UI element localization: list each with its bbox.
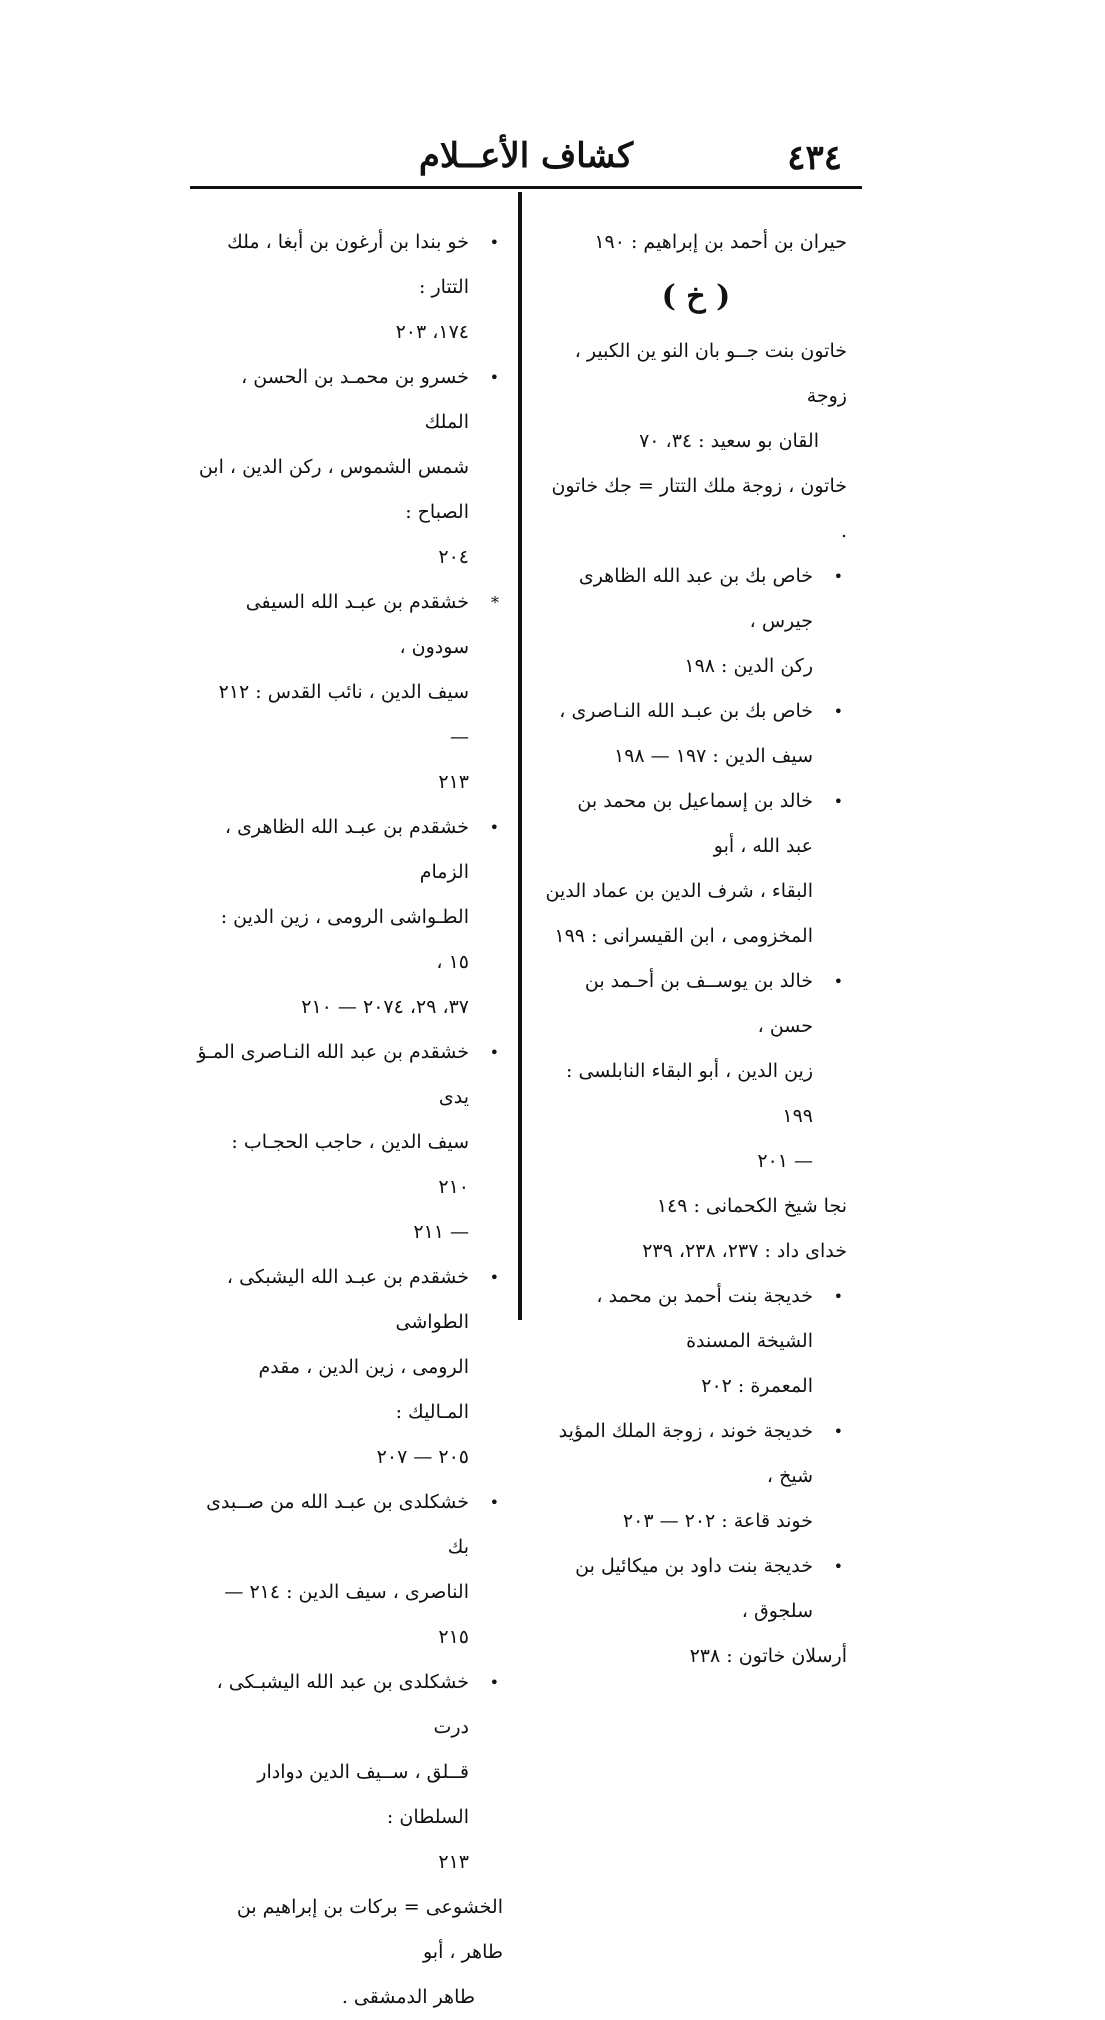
index-line-text: ٣٧، ٢٩، ٢٠٧٤ — ٢١٠ bbox=[301, 996, 469, 1018]
index-line-text: خسرو بن محمـد بن الحسن ، الملك bbox=[241, 366, 469, 433]
index-line-text: ٢١٣ bbox=[438, 771, 469, 793]
index-line bbox=[195, 1570, 503, 1660]
bullet-marker-icon: • bbox=[833, 702, 843, 721]
index-line-text: خاتون ، زوجة ملك التتار = جك خاتون . bbox=[551, 475, 847, 542]
index-line-text: خشكلدى بن عبد الله اليشبـكى ، درت bbox=[216, 1671, 469, 1738]
index-line-text: القان بو سعيد : ٣٤، ٧٠ bbox=[639, 430, 819, 452]
section-heading: ( خ ) bbox=[661, 279, 731, 314]
index-line bbox=[545, 644, 847, 689]
index-line bbox=[195, 1255, 503, 1345]
index-line-text: خشقدم بن عبد الله النـاصرى المـؤ يدى bbox=[197, 1041, 469, 1108]
index-line-text: نجا شيخ الكحمانى : ١٤٩ bbox=[656, 1195, 847, 1217]
index-line bbox=[545, 1499, 847, 1544]
index-line-text: خو بندا بن أرغون بن أبغا ، ملك التتار : bbox=[227, 231, 469, 298]
index-line bbox=[545, 869, 847, 914]
index-line-text: — ٢٠١ bbox=[757, 1150, 813, 1172]
index-line-text: طاهر الدمشقى . bbox=[341, 1986, 475, 2008]
index-line-text: ٢٠٤ bbox=[438, 546, 469, 568]
index-line bbox=[545, 1184, 847, 1229]
index-line bbox=[545, 1364, 847, 1409]
index-line bbox=[545, 419, 847, 464]
index-line-text: قــلق ، ســيف الدين دوادار السلطان : bbox=[257, 1761, 469, 1828]
index-line bbox=[545, 554, 847, 644]
header-rule bbox=[190, 186, 862, 189]
index-line-text: ٢١٣ bbox=[438, 1851, 469, 1873]
bullet-marker-icon: • bbox=[489, 1673, 499, 1692]
index-line bbox=[195, 1840, 503, 1885]
bullet-marker-icon: • bbox=[489, 818, 499, 837]
page-header bbox=[190, 128, 862, 186]
index-line bbox=[545, 1634, 847, 1679]
index-line-text: الخشوعى = بركات بن إبراهيم بن طاهر ، أبو bbox=[236, 1896, 503, 1963]
index-line-text: سيف الدين ، حاجب الحجـاب : ٢١٠ bbox=[231, 1131, 469, 1198]
index-line bbox=[195, 310, 503, 355]
index-line-text: سيف الدين : ١٩٧ — ١٩٨ bbox=[614, 745, 813, 767]
index-line bbox=[545, 329, 847, 419]
column-divider bbox=[518, 192, 522, 1320]
index-line bbox=[195, 355, 503, 445]
index-line-text: — ٢١١ bbox=[413, 1221, 469, 1243]
bullet-marker-icon: • bbox=[489, 1493, 499, 1512]
index-line-text: الناصرى ، سيف الدين : ٢١٤ — ٢١٥ bbox=[224, 1581, 469, 1648]
bullet-marker-icon: • bbox=[833, 567, 843, 586]
index-line-text: المخزومى ، ابن القيسرانى : ١٩٩ bbox=[554, 925, 813, 947]
index-line-text: الرومى ، زين الدين ، مقدم المـاليك : bbox=[258, 1356, 469, 1423]
index-line-text: أرسلان خاتون : ٢٣٨ bbox=[689, 1645, 847, 1667]
bullet-marker-icon: • bbox=[833, 1287, 843, 1306]
bullet-marker-icon: • bbox=[489, 1043, 499, 1062]
bullet-marker-icon: • bbox=[489, 233, 499, 252]
index-line-text: خوند قاعة : ٢٠٢ — ٢٠٣ bbox=[622, 1510, 813, 1532]
index-line bbox=[545, 1139, 847, 1184]
index-line-text: خديجة خوند ، زوجة الملك المؤيد شيخ ، bbox=[558, 1420, 813, 1487]
index-line-text: خشقدم بن عبـد الله الظاهرى ، الزمام bbox=[224, 816, 469, 883]
index-line-text: سيف الدين ، نائب القدس : ٢١٢ — bbox=[218, 681, 469, 748]
index-line-text: ١٧٤، ٢٠٣ bbox=[395, 321, 469, 343]
bullet-marker-icon: • bbox=[833, 972, 843, 991]
index-line bbox=[195, 580, 503, 670]
index-line bbox=[195, 1345, 503, 1435]
index-line bbox=[545, 464, 847, 554]
index-line-text: المعمرة : ٢٠٢ bbox=[701, 1375, 813, 1397]
index-line bbox=[545, 914, 847, 959]
index-line-text: الطـواشى الرومى ، زين الدين : ١٥ ، bbox=[220, 906, 469, 973]
index-line bbox=[545, 1544, 847, 1634]
index-line bbox=[195, 985, 503, 1030]
index-line bbox=[195, 1120, 503, 1210]
right-column bbox=[545, 220, 847, 1679]
index-line-text: خاص بك بن عبد الله الظاهرى جيرس ، bbox=[578, 565, 813, 632]
index-line bbox=[195, 670, 503, 760]
index-line bbox=[545, 1274, 847, 1364]
index-line-text: حيران بن أحمد بن إبراهيم : ١٩٠ bbox=[594, 231, 847, 253]
bullet-marker-icon: • bbox=[833, 792, 843, 811]
index-line bbox=[195, 220, 503, 310]
index-line-text: ٢٠٥ — ٢٠٧ bbox=[376, 1446, 469, 1468]
index-line bbox=[545, 734, 847, 779]
index-line bbox=[195, 895, 503, 985]
index-line-text: زين الدين ، أبو البقاء النابلسى : ١٩٩ bbox=[566, 1060, 813, 1127]
bullet-marker-icon: • bbox=[833, 1422, 843, 1441]
asterisk-marker-icon: * bbox=[491, 593, 499, 612]
index-line bbox=[195, 1975, 503, 2020]
index-line bbox=[545, 779, 847, 869]
bullet-marker-icon: • bbox=[489, 368, 499, 387]
index-line-text: خشقدم بن عبـد الله اليشبكى ، الطواشى bbox=[226, 1266, 469, 1333]
index-line-text: خالد بن إسماعيل بن محمد بن عبد الله ، أبو bbox=[577, 790, 813, 857]
index-line bbox=[195, 760, 503, 805]
running-title: كشاف الأعــلام bbox=[418, 136, 634, 176]
index-line bbox=[195, 1750, 503, 1840]
index-line bbox=[195, 1435, 503, 1480]
index-line bbox=[545, 1049, 847, 1139]
index-line bbox=[195, 1480, 503, 1570]
index-line-text: خاص بك بن عبـد الله النـاصرى ، bbox=[559, 700, 813, 722]
index-line-text: ركن الدين : ١٩٨ bbox=[684, 655, 813, 677]
bullet-marker-icon: • bbox=[833, 1557, 843, 1576]
index-line bbox=[545, 1409, 847, 1499]
index-line bbox=[545, 689, 847, 734]
index-line bbox=[195, 535, 503, 580]
index-line-text: خشقدم بن عبـد الله السيفى سودون ، bbox=[245, 591, 469, 658]
bullet-marker-icon: • bbox=[489, 1268, 499, 1287]
index-line bbox=[545, 1229, 847, 1274]
index-line-text: خالد بن يوســف بن أحـمد بن حسن ، bbox=[584, 970, 813, 1037]
index-line bbox=[195, 1210, 503, 1255]
index-line-text: البقاء ، شرف الدين بن عماد الدين bbox=[545, 880, 813, 902]
index-line bbox=[545, 959, 847, 1049]
left-column bbox=[195, 220, 503, 2020]
index-line-text: خديجة بنت داود بن ميكائيل بن سلجوق ، bbox=[575, 1555, 813, 1622]
index-line bbox=[195, 1660, 503, 1750]
index-line bbox=[545, 220, 847, 265]
index-line-text: خداى داد : ٢٣٧، ٢٣٨، ٢٣٩ bbox=[642, 1240, 847, 1262]
index-line-text: خديجة بنت أحمد بن محمد ، الشيخة المسندة bbox=[596, 1285, 813, 1352]
index-line bbox=[195, 1885, 503, 1975]
page-number: ٤٣٤ bbox=[787, 138, 842, 178]
index-line bbox=[195, 805, 503, 895]
index-line-text: خاتون بنت جــو بان النو ين الكبير ، زوجة bbox=[574, 340, 847, 407]
index-line-text: خشكلدى بن عبـد الله من صــبدى بك bbox=[206, 1491, 469, 1558]
index-line-text: شمس الشموس ، ركن الدين ، ابن الصباح : bbox=[198, 456, 469, 523]
index-line bbox=[195, 445, 503, 535]
index-line bbox=[195, 1030, 503, 1120]
